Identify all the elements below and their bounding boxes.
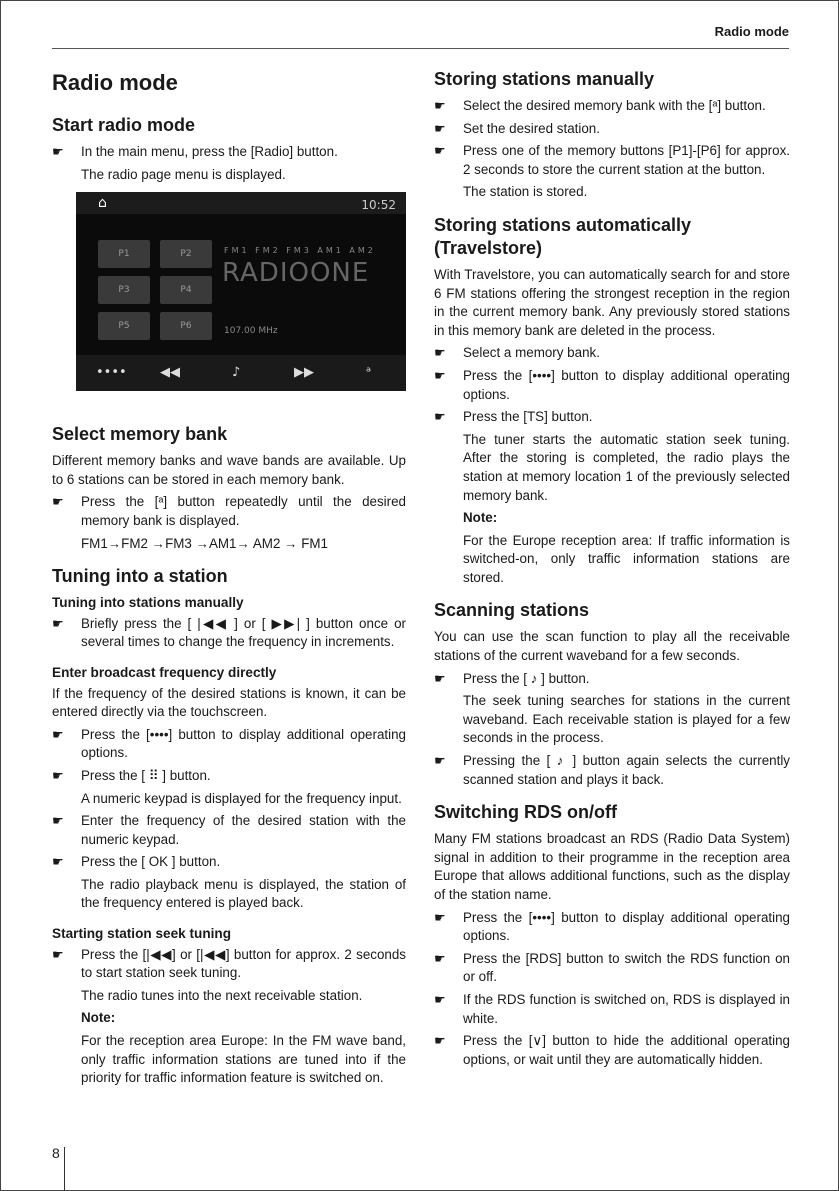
- direct-step-1: ☛ Press the [••••] button to display additional operating options.: [52, 726, 406, 761]
- travelstore-intro: With Travelstore, you can automatically search for and store 6 FM stations offering the strongest reception in the region in the current memory bank. Any previously stored stations in this memory bank are deleted in the process.: [434, 266, 790, 338]
- pointing-hand-icon: ☛: [52, 726, 64, 742]
- manual-tuning-step: ☛ Briefly press the [ |◀◀ ] or [ ▶▶| ] button once or several times to change the frequency in increments.: [52, 615, 406, 650]
- right-column: [434, 68, 790, 1073]
- pointing-hand-icon: ☛: [52, 946, 64, 962]
- screen-control-bar: [76, 355, 406, 391]
- screen-statusbar: [76, 192, 406, 214]
- rds-intro: Many FM stations broadcast an RDS (Radio Data System) signal in addition to their programme in the reception area Europe that allows additional functions, such as the display of the station name.: [434, 831, 790, 902]
- pointing-hand-icon: ☛: [434, 120, 446, 136]
- travelstore-result: The tuner starts the automatic station seek tuning. After the storing is completed, the radio plays the station at memory location 1 of the previously selected memory bank.: [463, 431, 790, 503]
- travelstore-heading: Storing stations automatically (Travelstore): [434, 214, 692, 258]
- travelstore-note-label: Note:: [463, 510, 498, 526]
- pointing-hand-icon: ☛: [434, 753, 446, 769]
- scan-heading: Scanning stations: [434, 600, 590, 621]
- pointing-hand-icon: ☛: [434, 367, 446, 383]
- rds-heading: Switching RDS on/off: [434, 802, 617, 823]
- pointing-hand-icon: ☛: [434, 143, 446, 159]
- direct-step-4-result: The radio playback menu is displayed, the station of the frequency entered is played back.: [81, 876, 406, 911]
- seek-step-1: ☛ Press the [|◀◀] or [|◀◀] button for approx. 2 seconds to start station seek tuning.: [52, 946, 406, 981]
- manual-store-step-1: ☛ Select the desired memory bank with the [ᵃ] button.: [434, 98, 766, 113]
- seek-note-text: For the reception area Europe: In the FM wave band, only traffic information stations are tuned into if the priority for traffic information feature is switched on.: [81, 1033, 406, 1086]
- pointing-hand-icon: ☛: [52, 767, 64, 783]
- pointing-hand-icon: ☛: [434, 670, 446, 686]
- header-title: Radio mode: [714, 24, 789, 39]
- seek-heading: Starting station seek tuning: [52, 926, 232, 942]
- seek-step-1-result: The radio tunes into the next receivable station.: [81, 987, 363, 1003]
- direct-step-2: ☛ Press the [ ⠿ ] button.: [52, 767, 211, 783]
- pointing-hand-icon: ☛: [434, 1033, 446, 1049]
- skip-forward-icon: ▶▶: [294, 365, 314, 381]
- running-header: [52, 24, 789, 49]
- travelstore-step-2: ☛ Press the [••••] button to display additional operating options.: [434, 367, 790, 402]
- manual-store-heading: Storing stations manually: [434, 69, 655, 89]
- left-column: [52, 68, 406, 1092]
- screen-frequency: 107.00 MHz: [224, 326, 278, 337]
- rds-step-1: ☛ Press the [••••] button to display additional operating options.: [434, 909, 790, 944]
- rds-step-4: ☛ Press the [∨] button to hide the additional operating options, or wait until they are automatically hidden.: [434, 1033, 790, 1067]
- rds-step-3: ☛ If the RDS function is switched on, RDS is displayed in white.: [434, 991, 790, 1026]
- start-step-1-result: The radio page menu is displayed.: [81, 166, 286, 182]
- bank-heading: Select memory bank: [52, 424, 228, 445]
- travelstore-step-3: ☛ Press the [TS] button.: [434, 409, 593, 425]
- scan-icon: ♪: [232, 365, 241, 381]
- radio-screenshot: [76, 192, 406, 391]
- bank-step-1: ☛ Press the [ᵃ] button repeatedly until the desired memory bank is displayed.: [52, 494, 406, 528]
- screen-clock: 10:52: [361, 198, 396, 213]
- preset-button: P6: [160, 312, 212, 340]
- travelstore-note-text: For the Europe reception area: If traffic information is switched-on, only traffic information stations are stored.: [463, 532, 790, 585]
- preset-button: P2: [160, 240, 212, 268]
- direct-entry-intro: If the frequency of the desired stations is known, it can be entered directly via the touchscreen.: [52, 685, 406, 720]
- pointing-hand-icon: ☛: [434, 409, 446, 425]
- pointing-hand-icon: ☛: [52, 494, 64, 510]
- pointing-hand-icon: ☛: [434, 345, 446, 361]
- preset-button: P1: [98, 240, 150, 268]
- bank-intro: Different memory banks and wave bands are available. Up to 6 stations can be stored in each memory bank.: [52, 453, 406, 487]
- pointing-hand-icon: ☛: [52, 813, 64, 829]
- pointing-hand-icon: ☛: [434, 909, 446, 925]
- tuning-heading: Tuning into a station: [52, 566, 228, 587]
- rds-icon: ᵃ: [366, 365, 372, 381]
- skip-back-icon: ◀◀: [160, 365, 180, 381]
- more-options-icon: ••••: [96, 365, 127, 381]
- travelstore-step-1: ☛ Select a memory bank.: [434, 345, 600, 361]
- start-heading: Start radio mode: [52, 115, 196, 135]
- direct-entry-heading: Enter broadcast frequency directly: [52, 664, 277, 680]
- scan-step-1-result: The seek tuning searches for stations in the current waveband. Each receivable station is played for a few seconds in the process.: [463, 693, 790, 746]
- direct-step-4: ☛ Press the [ OK ] button.: [52, 854, 221, 870]
- manual-store-step-3: ☛ Press one of the memory buttons [P1]-[P6] for approx. 2 seconds to store the current station at the button.: [434, 143, 790, 177]
- pointing-hand-icon: ☛: [434, 991, 446, 1007]
- scan-step-1: ☛ Press the [ ♪ ] button.: [434, 670, 590, 686]
- pointing-hand-icon: ☛: [434, 950, 446, 966]
- pointing-hand-icon: ☛: [52, 615, 64, 631]
- home-icon: ⌂: [98, 195, 107, 212]
- preset-button: P3: [98, 276, 150, 304]
- start-step-1: ☛ In the main menu, press the [Radio] button.: [52, 144, 338, 159]
- scan-intro: You can use the scan function to play all the receivable stations of the current waveband for a few seconds.: [434, 629, 790, 664]
- preset-button: P4: [160, 276, 212, 304]
- manual-tuning-heading: Tuning into stations manually: [52, 595, 244, 611]
- direct-step-2-result: A numeric keypad is displayed for the frequency input.: [81, 790, 402, 806]
- screen-wavebands: FM1 FM2 FM3 AM1 AM2: [224, 246, 376, 256]
- screen-station-name: RADIOONE: [222, 258, 370, 289]
- manual-store-step-2: ☛ Set the desired station.: [434, 120, 600, 136]
- rds-step-2: ☛ Press the [RDS] button to switch the RDS function on or off.: [434, 950, 790, 985]
- scan-step-2: ☛ Pressing the [ ♪ ] button again selects the currently scanned station and plays it back.: [434, 753, 790, 787]
- pointing-hand-icon: ☛: [52, 144, 64, 159]
- pointing-hand-icon: ☛: [434, 98, 446, 113]
- pointing-hand-icon: ☛: [52, 854, 64, 870]
- direct-step-3: ☛ Enter the frequency of the desired station with the numeric keypad.: [52, 813, 406, 847]
- manual-store-result: The station is stored.: [463, 184, 588, 200]
- page-title: Radio mode: [52, 70, 178, 95]
- seek-note-label: Note:: [81, 1010, 116, 1026]
- page-number: 8: [52, 1145, 60, 1161]
- preset-button: P5: [98, 312, 150, 340]
- bank-cycle: FM1→FM2 →FM3 →AM1→ AM2 → FM1: [81, 535, 329, 551]
- footer-divider: [64, 1147, 65, 1191]
